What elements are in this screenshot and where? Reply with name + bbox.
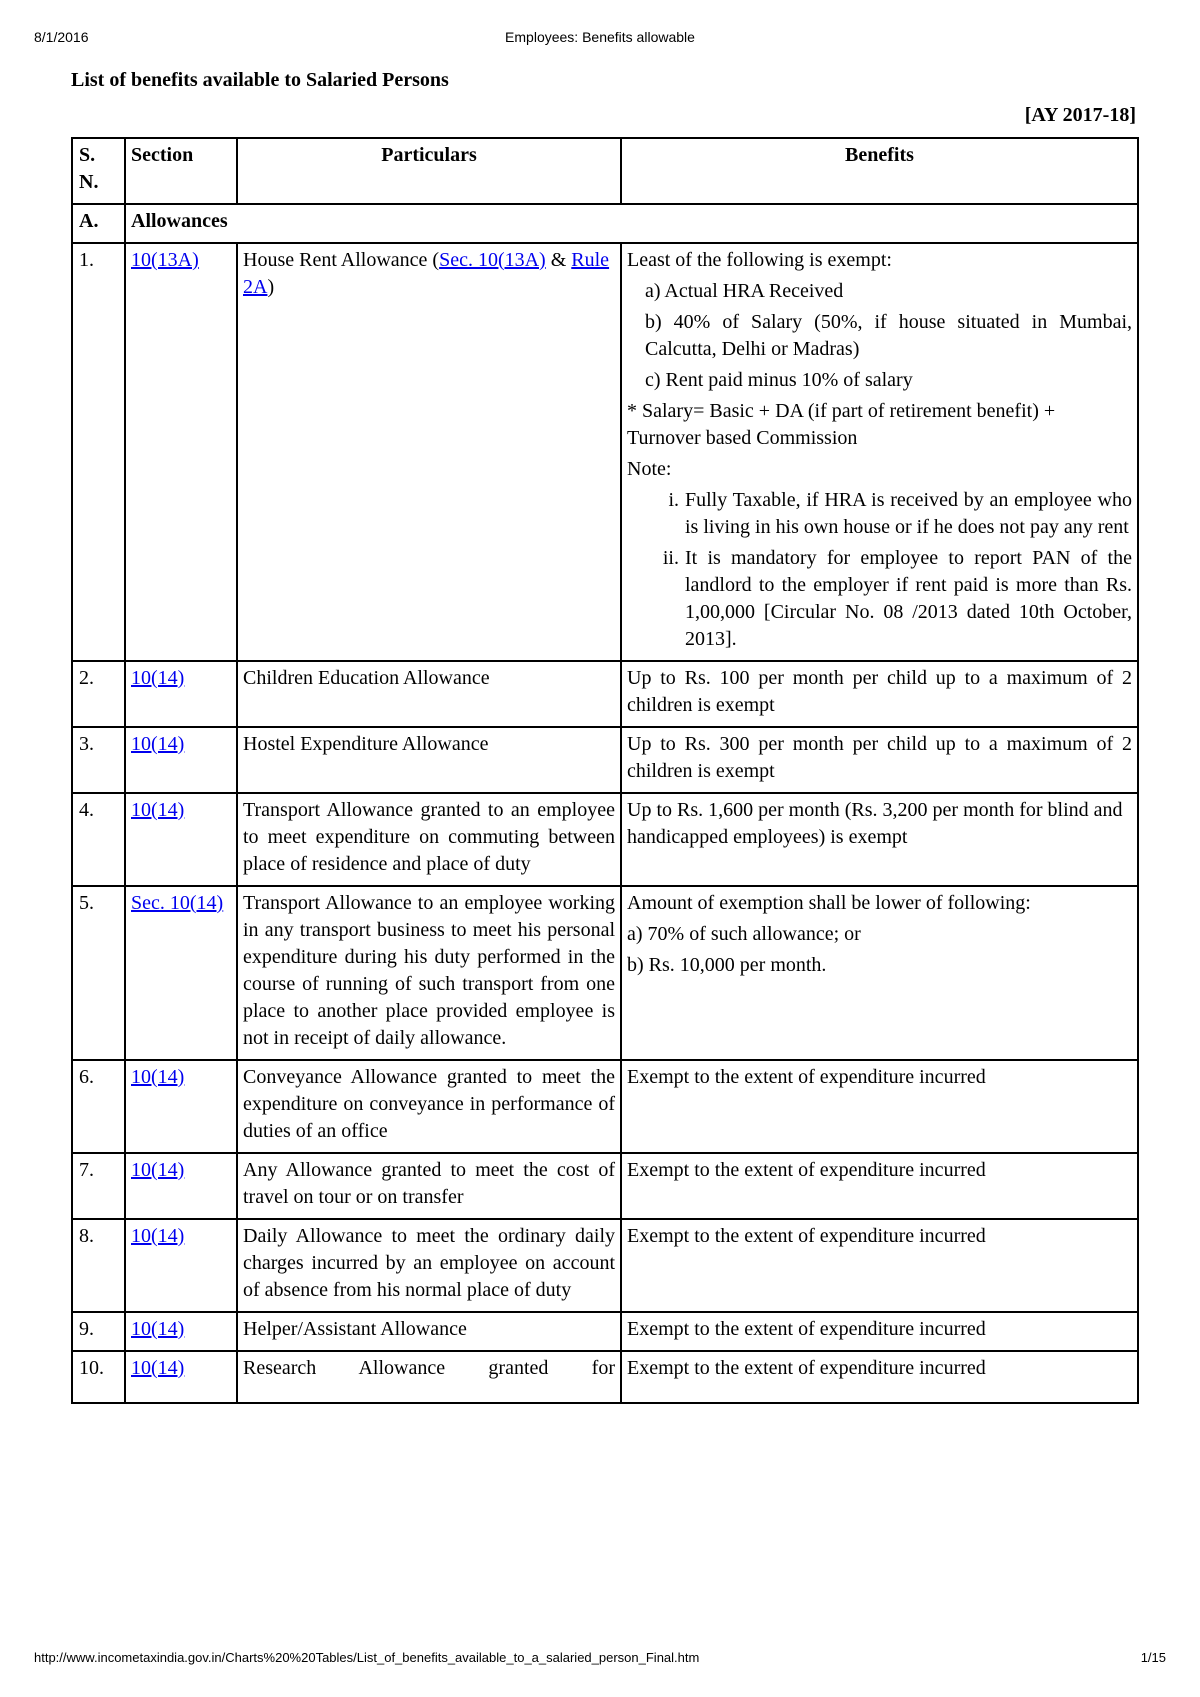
section-link[interactable]: 10(14) <box>131 799 185 821</box>
row-particulars: Research Allowance granted for <box>237 1351 621 1403</box>
benefits-table <box>71 137 1139 1404</box>
document-title: List of benefits available to Salaried Persons <box>71 69 449 91</box>
section-link[interactable]: Sec. 10(14) <box>131 892 224 914</box>
row-section <box>125 1351 237 1403</box>
section-link[interactable]: 10(14) <box>131 1225 185 1247</box>
header-section: Section <box>125 138 237 204</box>
row-sn: 3. <box>72 727 125 793</box>
table-row <box>72 1351 1138 1403</box>
note-item <box>627 487 1132 541</box>
table-row <box>72 661 1138 727</box>
table-row <box>72 1312 1138 1351</box>
section-link[interactable]: 10(14) <box>131 1357 185 1379</box>
row-section <box>125 1153 237 1219</box>
section-link[interactable]: 10(14) <box>131 667 185 689</box>
row-section <box>125 1060 237 1153</box>
row-benefits: Exempt to the extent of expenditure incurred <box>621 1153 1138 1219</box>
benefit-item: a) Actual HRA Received <box>645 280 844 302</box>
row-section <box>125 1219 237 1312</box>
row-sn: 9. <box>72 1312 125 1351</box>
row-particulars: Any Allowance granted to meet the cost of travel on tour or on transfer <box>237 1153 621 1219</box>
row-sn: 6. <box>72 1060 125 1153</box>
table-row <box>72 1060 1138 1153</box>
table-row <box>72 243 1138 661</box>
benefit-item <box>627 309 1132 363</box>
benefit-item: b) Rs. 10,000 per month. <box>627 954 827 976</box>
row-benefits: Exempt to the extent of expenditure incurred <box>621 1351 1138 1403</box>
salary-definition: * Salary= Basic + DA (if part of retirement benefit) + Turnover based Commission <box>627 400 1056 449</box>
note-text: Fully Taxable, if HRA is received by an employee who is living in his own house or if he does not pay any rent <box>685 489 1132 538</box>
print-url: http://www.incometaxindia.gov.in/Charts%20%20Tables/List_of_benefits_available_to_a_salaried_person_Final.htm <box>34 1650 700 1665</box>
table-row <box>72 793 1138 886</box>
benefit-item-text: b) 40% of Salary (50%, if house situated in Mumbai, Calcutta, Delhi or Madras) <box>645 311 1132 360</box>
section-link[interactable]: 10(14) <box>131 733 185 755</box>
section-label: Allowances <box>125 204 1138 243</box>
table-header-row <box>72 138 1138 204</box>
row-benefits: Exempt to the extent of expenditure incurred <box>621 1312 1138 1351</box>
row-sn: 4. <box>72 793 125 886</box>
row-section <box>125 793 237 886</box>
table-row <box>72 886 1138 1060</box>
benefit-item: c) Rent paid minus 10% of salary <box>645 369 913 391</box>
assessment-year: [AY 2017-18] <box>1024 104 1136 126</box>
note-label: Note: <box>627 458 672 480</box>
page-number: 1/15 <box>1140 1650 1166 1665</box>
row-particulars <box>237 243 621 661</box>
row-section <box>125 661 237 727</box>
section-sn: A. <box>72 204 125 243</box>
header-sn: S. N. <box>72 138 125 204</box>
note-number: i. <box>668 489 679 511</box>
section-link[interactable]: 10(14) <box>131 1318 185 1340</box>
row-sn: 10. <box>72 1351 125 1403</box>
section-link[interactable]: 10(14) <box>131 1159 185 1181</box>
row-particulars: Transport Allowance granted to an employee to meet expenditure on commuting between place of residence and place of duty <box>237 793 621 886</box>
row-benefits: Up to Rs. 1,600 per month (Rs. 3,200 per month for blind and handicapped employees) is exempt <box>621 793 1138 886</box>
benefit-item: a) 70% of such allowance; or <box>627 923 861 945</box>
row-section <box>125 243 237 661</box>
table-row <box>72 727 1138 793</box>
row-particulars: Helper/Assistant Allowance <box>237 1312 621 1351</box>
row-section <box>125 1312 237 1351</box>
table-row <box>72 1153 1138 1219</box>
particulars-text: & <box>545 249 572 271</box>
table-row <box>72 1219 1138 1312</box>
row-benefits: Exempt to the extent of expenditure incurred <box>621 1219 1138 1312</box>
note-text: It is mandatory for employee to report PAN of the landlord to the employer if rent paid is more than Rs. 1,00,000 [Circular No. 08 /2013 dated 10th October, 2013]. <box>685 547 1132 650</box>
print-date: 8/1/2016 <box>34 29 89 45</box>
sec-link[interactable]: Sec. 10(13A) <box>439 249 546 271</box>
row-benefits: Up to Rs. 300 per month per child up to a maximum of 2 children is exempt <box>621 727 1138 793</box>
note-number: ii. <box>662 547 679 569</box>
row-sn: 1. <box>72 243 125 661</box>
row-particulars: Daily Allowance to meet the ordinary daily charges incurred by an employee on account of absence from his normal place of duty <box>237 1219 621 1312</box>
header-particulars: Particulars <box>237 138 621 204</box>
row-benefits: Exempt to the extent of expenditure incurred <box>621 1060 1138 1153</box>
row-benefits <box>621 886 1138 1060</box>
particulars-text: ) <box>267 276 275 298</box>
row-particulars: Transport Allowance to an employee working in any transport business to meet his personal expenditure during his duty performed in the course of running of such transport from one place to another place provided employee is not in receipt of daily allowance. <box>237 886 621 1060</box>
row-sn: 7. <box>72 1153 125 1219</box>
row-section <box>125 886 237 1060</box>
header-benefits: Benefits <box>621 138 1138 204</box>
rule-link[interactable]: Rule 2A <box>243 249 610 298</box>
row-sn: 8. <box>72 1219 125 1312</box>
row-sn: 5. <box>72 886 125 1060</box>
row-sn: 2. <box>72 661 125 727</box>
row-benefits <box>621 243 1138 661</box>
row-particulars: Hostel Expenditure Allowance <box>237 727 621 793</box>
benefit-intro: Least of the following is exempt: <box>627 249 892 271</box>
row-benefits: Up to Rs. 100 per month per child up to a maximum of 2 children is exempt <box>621 661 1138 727</box>
print-page-title: Employees: Benefits allowable <box>505 29 695 45</box>
benefit-intro: Amount of exemption shall be lower of following: <box>627 892 1031 914</box>
particulars-text: House Rent Allowance ( <box>243 249 440 271</box>
section-row-allowances <box>72 204 1138 243</box>
row-section <box>125 727 237 793</box>
section-link[interactable]: 10(14) <box>131 1066 185 1088</box>
row-particulars: Children Education Allowance <box>237 661 621 727</box>
row-particulars: Conveyance Allowance granted to meet the expenditure on conveyance in performance of duties of an office <box>237 1060 621 1153</box>
section-link[interactable]: 10(13A) <box>131 249 199 271</box>
note-item <box>627 545 1132 653</box>
